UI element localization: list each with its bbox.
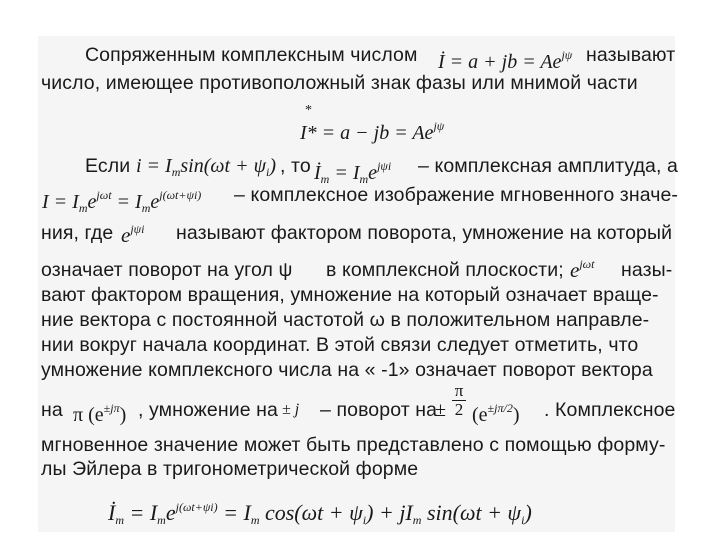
formula-pm: ± bbox=[435, 399, 446, 421]
text-line-6-end: назы- bbox=[621, 259, 673, 281]
formula-half-pi-rotation: $(e^{\pm j\pi/2})$ bbox=[472, 401, 520, 426]
text-line-1-end: называют bbox=[586, 44, 676, 66]
text-line-13: лы Эйлера в тригонометрической форме bbox=[41, 458, 419, 480]
formula-pm-j: ± j bbox=[282, 401, 300, 418]
formula-rotation-velocity: $e^{j\omega t}$ bbox=[570, 257, 595, 282]
text-line-3-end: – комплексная амплитуда, а bbox=[418, 155, 678, 177]
formula-rotation-factor: $e^{j\psi i}$ bbox=[121, 222, 145, 247]
formula-complex-amplitude: $İ_m = I_me^{j\psi i}$ bbox=[314, 159, 392, 186]
text-line-9: нии вокруг начала координат. В этой связи следует отметить, что bbox=[41, 334, 639, 356]
formula-instant-current: $i = I_m\sin(\omega t + \psi_i)$ bbox=[136, 155, 277, 179]
text-line-11-c: – поворот на bbox=[320, 399, 438, 421]
text-line-5-end: называют фактором поворота, умножение на который bbox=[176, 222, 673, 244]
text-line-12: мгновенное значение может быть представлено с помощью форму- bbox=[41, 434, 666, 456]
text-line-3-mid: , то bbox=[280, 155, 311, 177]
text-line-5: ния, где bbox=[41, 222, 114, 244]
text-line-11: на bbox=[41, 399, 63, 421]
text-line-10: умножение комплексного числа на « -1» означает поворот вектора bbox=[41, 359, 653, 381]
text-line-3: Если bbox=[85, 155, 131, 177]
text-line-8: ние вектора с постоянной частотой ω в положительном направле- bbox=[41, 309, 650, 331]
text-line-2: число, имеющее противоположный знак фазы или мнимой части bbox=[41, 72, 638, 94]
text-line-7: вают фактором вращения, умножение на который означает враще- bbox=[41, 284, 659, 306]
text-line-6: означает поворот на угол ψ bbox=[41, 259, 293, 281]
text-line-11-end: . Комплексное bbox=[544, 399, 676, 421]
text-line-1: Сопряженным комплексным числом bbox=[85, 44, 418, 66]
formula-euler: $İ_m = I_me^{j(\omega t+\psi i)} = I_m$ $\cos(\omega t + \psi_i) + jI_m$ $\sin(\omega t + \psi_i)$ bbox=[108, 500, 532, 527]
document-page bbox=[38, 36, 679, 532]
text-line-11-b: , умножение на bbox=[138, 399, 278, 421]
formula-complex-number: İ = a + jb = $Ae^{j\psi}$ bbox=[438, 48, 573, 73]
text-line-6-mid: в комплексной плоскости; bbox=[326, 259, 564, 281]
text-line-4: – комплексное изображение мгновенного значе- bbox=[234, 184, 679, 206]
formula-complex-image: $I = I_me^{j\omega t} = I_me^{j(\omega t+\psi i)}$ bbox=[42, 188, 202, 215]
formula-fraction: π 2 bbox=[452, 382, 466, 419]
conjugate-mark: * bbox=[305, 103, 312, 118]
formula-pi-rotation: π $(e^{\pm j\pi})$ bbox=[73, 401, 127, 426]
formula-conjugate: I* = a − jb = $Ae^{j\psi}$ bbox=[300, 119, 445, 144]
